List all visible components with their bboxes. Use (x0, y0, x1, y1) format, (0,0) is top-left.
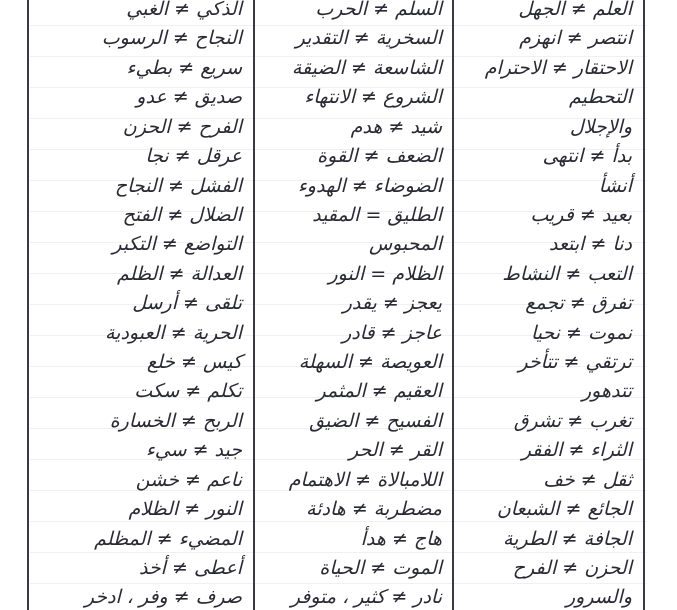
antonym-pair: المحبوس (368, 233, 442, 256)
antonym-pair: الموت ≠ الحياة (319, 557, 442, 580)
column-middle (248, 0, 448, 610)
antonym-pair: صرف ≠ وفر ، ادخر (84, 586, 242, 609)
column-divider-left (27, 0, 29, 610)
antonym-pair: تغرب ≠ تشرق (513, 409, 632, 432)
antonym-pair: الطليق = المقيد (312, 203, 442, 226)
antonym-pair: تفرق ≠ تجمع (525, 292, 632, 315)
antonym-pair: الظلام = النور (328, 262, 442, 285)
antonym-pair: نموت ≠ نحيا (530, 321, 632, 344)
antonym-pair: الضوضاء ≠ الهدوء (297, 174, 442, 197)
antonym-pair: الذكي ≠ الغبي (126, 0, 242, 20)
antonym-pair: الجائع ≠ الشبعان (496, 498, 632, 521)
antonym-pair: والسرور (565, 586, 632, 609)
antonym-pair: القر ≠ الحر (349, 439, 442, 462)
antonym-pair: العلم ≠ الجهل (518, 0, 632, 20)
column-left (38, 0, 248, 610)
antonym-pair: الشروع ≠ الانتهاء (304, 86, 442, 109)
antonym-pair: الضلال ≠ الفتح (122, 203, 242, 226)
antonym-pair: ترتقي ≠ تتأخر (518, 351, 632, 374)
antonym-pair: الثراء ≠ الفقر (521, 439, 632, 462)
antonym-pair: عاجز ≠ قادر (342, 321, 442, 344)
column-right (448, 0, 638, 610)
column-divider-right (643, 0, 645, 610)
antonym-pair: التواضع ≠ التكبر (112, 233, 242, 256)
antonym-pair: أعطى ≠ أخذ (138, 557, 242, 580)
antonym-pair: النجاح ≠ الرسوب (101, 27, 242, 50)
antonym-pair: النور ≠ الظلام (128, 498, 242, 521)
antonym-pair: الجافة ≠ الطرية (502, 527, 632, 550)
antonym-pair: الفرح ≠ الحزن (122, 115, 242, 138)
antonym-pair: الفسيح ≠ الضيق (309, 409, 442, 432)
antonym-pair: تكلم ≠ سكت (134, 380, 242, 403)
antonym-pair: العقيم ≠ المثمر (316, 380, 442, 403)
antonym-pair: ناعم ≠ خشن (135, 468, 242, 491)
antonym-pair: هاج ≠ هدأ (360, 527, 442, 550)
antonym-pair: الفشل ≠ النجاح (114, 174, 242, 197)
antonym-pair: دنا ≠ ابتعد (549, 233, 632, 256)
antonym-pair: والإجلال (569, 115, 632, 138)
antonym-pair: تتدهور (581, 380, 632, 403)
antonym-pair: يعجز ≠ يقدر (342, 292, 442, 315)
antonym-pair: العويصة ≠ السهلة (298, 351, 442, 374)
antonym-pair: عرقل ≠ نجا (145, 145, 242, 168)
antonym-pair: جيد ≠ سيء (145, 439, 242, 462)
antonym-pair: اللامبالاة ≠ الاهتمام (288, 468, 442, 491)
antonym-pair: انتصر ≠ انهزم (519, 27, 632, 50)
antonym-pair: التعب ≠ النشاط (502, 262, 632, 285)
antonym-pair: العدالة ≠ الظلم (116, 262, 242, 285)
antonym-pair: تلقى ≠ أرسل (132, 292, 242, 315)
antonym-pair: السخرية ≠ التقدير (295, 27, 442, 50)
antonym-pair: أنشأ (598, 174, 632, 197)
antonym-pair: التحطيم (568, 86, 632, 109)
antonym-pair: الشاسعة ≠ الضيقة (291, 56, 442, 79)
antonym-pair: نادر ≠ كثير ، متوفر (290, 586, 442, 609)
antonym-pair: ثقل ≠ خف (543, 468, 632, 491)
antonym-pair: السلم ≠ الحرب (315, 0, 442, 20)
antonym-pair: كيس ≠ خلع (146, 351, 242, 374)
antonym-pair: بدأ ≠ انتهى (542, 145, 632, 168)
antonym-pair: الربح ≠ الخسارة (109, 409, 242, 432)
antonym-pair: المضيء ≠ المظلم (94, 527, 242, 550)
antonym-pair: بعيد ≠ قريب (530, 203, 632, 226)
antonym-pair: الحرية ≠ العبودية (104, 321, 242, 344)
antonym-pair: الاحتقار ≠ الاحترام (484, 56, 632, 79)
antonym-pair: الضعف ≠ القوة (317, 145, 442, 168)
antonym-pair: صديق ≠ عدو (136, 86, 242, 109)
antonym-pair: مضطربة ≠ هادئة (306, 498, 442, 521)
antonym-pair: الحزن ≠ الفرح (512, 557, 632, 580)
antonym-pair: سريع ≠ بطيء (126, 56, 242, 79)
antonym-pair: شيد ≠ هدم (350, 115, 442, 138)
